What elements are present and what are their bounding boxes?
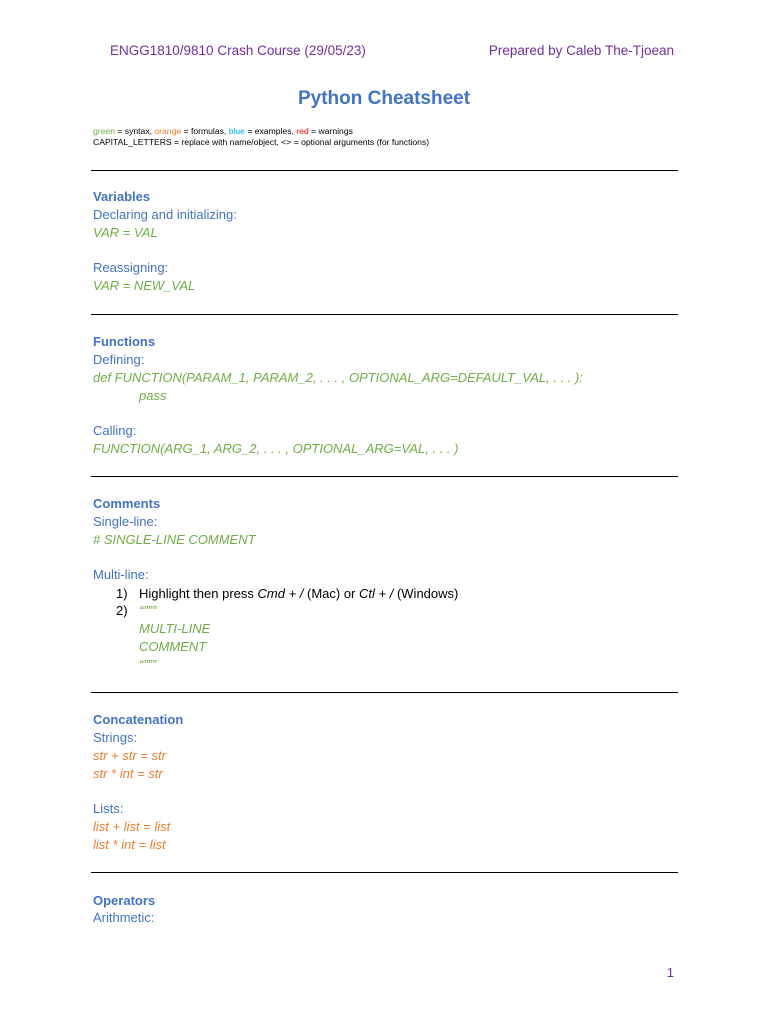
section-heading-concatenation: Concatenation	[93, 712, 184, 727]
code-multi-line-close: “”””	[139, 657, 157, 672]
shortcut-text-a: Highlight then press	[139, 586, 258, 601]
label-lists: Lists:	[93, 801, 124, 816]
section-heading-operators: Operators	[93, 893, 156, 908]
section-heading-variables: Variables	[93, 189, 151, 204]
color-legend	[93, 126, 353, 137]
shortcut-mac: Cmd + /	[257, 586, 304, 601]
legend-notation: CAPITAL_LETTERS = replace with name/object, <> = optional arguments (for functions)	[93, 137, 430, 147]
shortcut-windows: Ctl + /	[359, 586, 394, 601]
divider	[91, 476, 678, 477]
code-multi-line-2: COMMENT	[139, 639, 207, 654]
label-calling: Calling:	[93, 423, 137, 438]
label-declaring: Declaring and initializing:	[93, 207, 237, 222]
list-number: 2)	[116, 603, 128, 618]
code-declaring: VAR = VAL	[93, 225, 158, 240]
formula-string-add: str + str = str	[93, 748, 166, 763]
label-single-line: Single-line:	[93, 514, 158, 529]
legend-red: red	[296, 126, 309, 136]
label-defining: Defining:	[93, 352, 145, 367]
code-defining-body: pass	[139, 388, 167, 403]
formula-list-add: list + list = list	[93, 819, 171, 834]
header-author: Prepared by Caleb The-Tjoean	[488, 43, 674, 58]
list-item-shortcut	[139, 585, 458, 602]
legend-green: green	[93, 126, 115, 136]
header-course: ENGG1810/9810 Crash Course (29/05/23)	[110, 43, 366, 58]
code-calling: FUNCTION(ARG_1, ARG_2, . . . , OPTIONAL_ARG=VAL, . . . )	[93, 441, 459, 456]
divider	[91, 170, 678, 171]
legend-blue: blue	[228, 126, 245, 136]
shortcut-text-c: (Windows)	[393, 586, 459, 601]
formula-list-multiply: list * int = list	[93, 837, 166, 852]
list-number: 1)	[116, 586, 128, 601]
page-title: Python Cheatsheet	[297, 88, 471, 109]
divider	[91, 872, 678, 873]
divider	[91, 314, 678, 315]
section-heading-comments: Comments	[93, 496, 161, 511]
legend-blue-desc: = examples,	[244, 126, 297, 136]
label-strings: Strings:	[93, 730, 138, 745]
legend-orange-desc: = formulas,	[181, 126, 229, 136]
page-number: 1	[666, 965, 674, 980]
code-single-line: # SINGLE-LINE COMMENT	[93, 532, 256, 547]
label-reassigning: Reassigning:	[93, 260, 169, 275]
label-multi-line: Multi-line:	[93, 567, 149, 582]
formula-string-multiply: str * int = str	[93, 766, 163, 781]
legend-orange: orange	[154, 126, 182, 136]
code-defining: def FUNCTION(PARAM_1, PARAM_2, . . . , OPTIONAL_ARG=DEFAULT_VAL, . . . ):	[93, 370, 583, 385]
legend-red-desc: = warnings	[308, 126, 353, 136]
code-multi-line-open: “”””	[139, 603, 157, 618]
section-heading-functions: Functions	[93, 334, 156, 349]
label-arithmetic: Arithmetic:	[93, 910, 155, 925]
code-multi-line-1: MULTI-LINE	[139, 621, 211, 636]
divider	[91, 692, 678, 693]
legend-green-desc: = syntax,	[114, 126, 155, 136]
shortcut-text-b: (Mac) or	[303, 586, 360, 601]
code-reassigning: VAR = NEW_VAL	[93, 278, 196, 293]
